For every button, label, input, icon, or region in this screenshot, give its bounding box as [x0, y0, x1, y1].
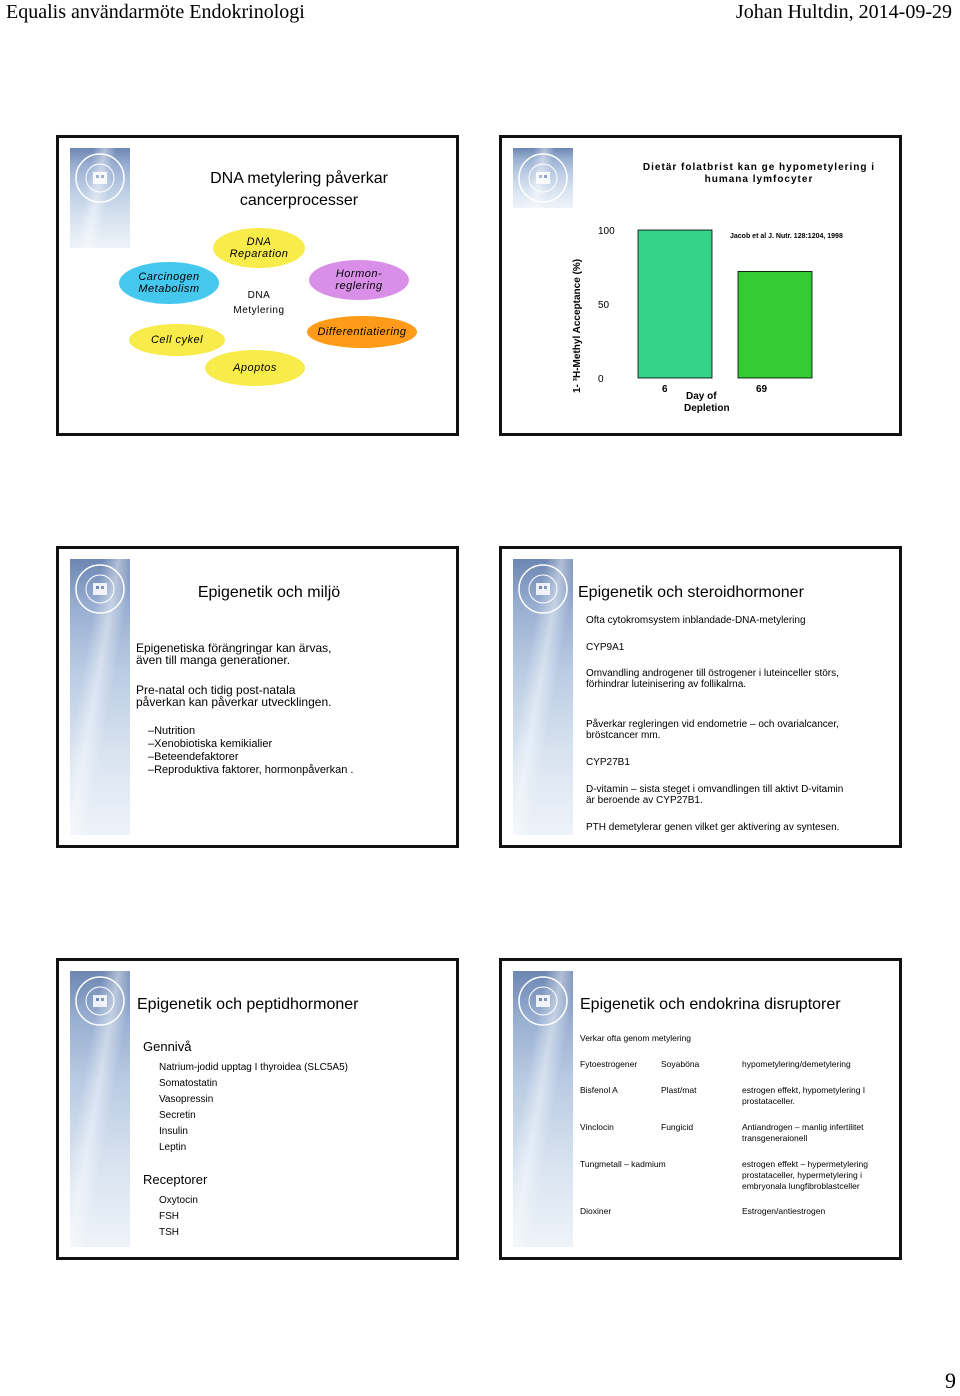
bar-69	[738, 271, 812, 378]
university-logo-icon	[74, 152, 126, 204]
slide3-p1-l1: Epigenetiska förängringar kan ärvas,	[136, 641, 332, 655]
header-right: Johan Hultdin, 2014-09-29	[735, 1, 952, 23]
citation: Jacob et al J. Nutr. 128:1204, 1998	[730, 233, 843, 240]
university-logo-icon	[517, 152, 569, 204]
bullet-item: –Beteendefaktorer	[148, 751, 239, 763]
table-cell: embryonala lungfibroblastceller	[742, 1181, 860, 1191]
list-item: Somatostatin	[159, 1078, 218, 1089]
slide3-p2-l1: Pre-natal och tidig post-natala	[136, 683, 296, 697]
table-cell: prostataceller.	[742, 1096, 795, 1106]
table-cell: Tungmetall – kadmium	[580, 1159, 666, 1169]
receptorer-heading: Receptorer	[143, 1172, 208, 1187]
page-number: 9	[945, 1368, 956, 1393]
table-cell: estrogen effekt – hypermetylering	[742, 1159, 868, 1169]
slide4-t2-l2: bröstcancer mm.	[586, 730, 661, 741]
list-item: Vasopressin	[159, 1094, 214, 1105]
slide4-t1-l1: Omvandling androgener till östrogener i luteinceller störs,	[586, 668, 839, 679]
slide4-sub: Ofta cytokromsystem inblandade-DNA-metylering	[586, 615, 806, 626]
slide-epigenetik-miljo	[56, 546, 459, 848]
table-cell: Vinclocin	[580, 1122, 614, 1132]
oval-carcinogen: Carcinogen Metabolism	[119, 262, 219, 304]
y-axis-label: 1- ³H-Methyl Acceptance (%)	[572, 258, 583, 393]
x-tick-label: 69	[756, 384, 768, 395]
slide4-title: Epigenetik och steroidhormoner	[578, 584, 804, 601]
slide3-p1-l2: även till manga generationer.	[136, 653, 291, 667]
bullet-item: –Reproduktiva faktorer, hormonpåverkan .	[148, 764, 354, 776]
y-tick-label: 0	[598, 374, 604, 385]
logo-strip	[70, 971, 130, 1247]
university-logo-icon	[517, 563, 569, 615]
slide-dna-metylering	[56, 135, 459, 436]
slide-endokrina-disruptorer	[499, 958, 902, 1260]
slide-peptidhormoner	[56, 958, 459, 1260]
list-item: Natrium-jodid upptag I thyroidea (SLC5A5)	[159, 1062, 348, 1073]
list-item: Oxytocin	[159, 1195, 198, 1206]
table-cell: Soyaböna	[661, 1059, 700, 1069]
x-axis-label-line1: Day of	[686, 391, 717, 402]
logo-strip	[513, 148, 573, 208]
slide3-p2-l2: påverkan kan påverkar utvecklingen.	[136, 695, 332, 709]
slide6-sub: Verkar ofta genom metylering	[580, 1033, 692, 1043]
gen-niva-heading: Gennivå	[143, 1039, 192, 1054]
oval-hormonreglering: Hormon- reglering	[309, 260, 409, 300]
oval-apoptos: Apoptos	[205, 350, 305, 386]
x-tick-label: 6	[662, 384, 668, 395]
slide5-title: Epigenetik och peptidhormoner	[137, 996, 359, 1013]
slide4-t2-l1: Påverkar regleringen vid endometrie – och ovarialcancer,	[586, 719, 839, 730]
university-logo-icon	[517, 975, 569, 1027]
oval-cell-cykel: Cell cykel	[129, 324, 225, 356]
slide1-title-line2: cancerprocesser	[239, 192, 359, 209]
table-cell: Dioxiner	[580, 1206, 612, 1216]
list-item: TSH	[159, 1227, 179, 1238]
slide6-title: Epigenetik och endokrina disruptorer	[580, 996, 841, 1013]
cyp9a1-label: CYP9A1	[586, 642, 625, 653]
slide1-title-line1: DNA metylering påverkar	[210, 170, 388, 187]
header-left: Equalis användarmöte Endokrinologi	[6, 1, 305, 23]
table-cell: Antiandrogen – manlig infertilitet	[742, 1122, 864, 1132]
bar-chart	[562, 218, 902, 428]
logo-strip	[513, 971, 573, 1247]
list-item: Leptin	[159, 1142, 187, 1153]
table-cell: Fytoestrogener	[580, 1059, 638, 1069]
x-axis-label-line2: Depletion	[684, 403, 730, 414]
table-cell: Fungicid	[661, 1122, 694, 1132]
logo-strip	[70, 148, 130, 248]
bullet-item: –Xenobiotiska kemikialier	[148, 738, 273, 750]
logo-strip	[70, 559, 130, 835]
table-cell: Bisfenol A	[580, 1085, 618, 1095]
bar-6	[638, 230, 712, 378]
table-cell: prostataceller, hypermetylering i	[742, 1170, 863, 1180]
university-logo-icon	[74, 975, 126, 1027]
list-item: Secretin	[159, 1110, 196, 1121]
slide4-t4: PTH demetylerar genen vilket ger aktivering av syntesen.	[586, 822, 840, 833]
slide4-t3-l2: är beroende av CYP27B1.	[586, 795, 703, 806]
bullet-item: –Nutrition	[148, 725, 196, 737]
table-cell: estrogen effekt, hypometylering I	[742, 1085, 866, 1095]
slide4-t1-l2: förhindrar luteinisering av follikalrna.	[586, 679, 747, 690]
slide4-t3-l1: D-vitamin – sista steget i omvandlingen till aktivt D-vitamin	[586, 784, 844, 795]
table-cell: Plast/mat	[661, 1085, 697, 1095]
list-item: FSH	[159, 1211, 179, 1222]
table-cell: hypometylering/demetylering	[742, 1059, 851, 1069]
slide2-title-line2: humana lymfocyter	[704, 174, 814, 185]
logo-strip	[513, 559, 573, 835]
oval-dna-metylering: DNA Metylering	[217, 278, 301, 328]
cyp27b1-label: CYP27B1	[586, 757, 630, 768]
list-item: Insulin	[159, 1126, 188, 1137]
slide-steroidhormoner	[499, 546, 902, 848]
slide-folatbrist	[499, 135, 902, 436]
oval-dna-reparation: DNA Reparation	[213, 228, 305, 268]
y-tick-label: 100	[598, 226, 615, 237]
oval-differentiatiering: Differentiatiering	[307, 316, 417, 348]
table-cell: Estrogen/antiestrogen	[742, 1206, 826, 1216]
table-cell: transgeneraionell	[742, 1133, 808, 1143]
slide3-title: Epigenetik och miljö	[197, 584, 341, 601]
y-tick-label: 50	[598, 300, 610, 311]
university-logo-icon	[74, 563, 126, 615]
slide2-title-line1: Dietär folatbrist kan ge hypometylering i	[642, 162, 876, 173]
